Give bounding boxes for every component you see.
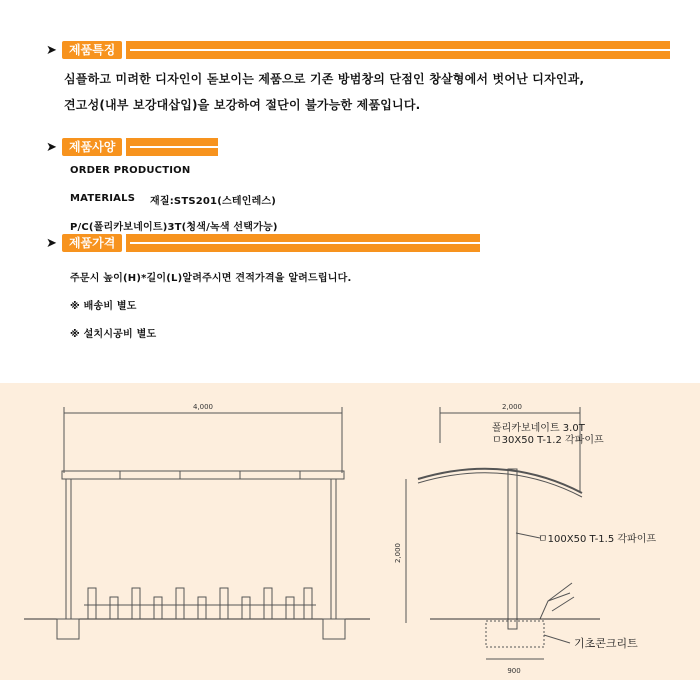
arrow-icon: ➤ — [46, 43, 57, 58]
drawing-svg — [0, 383, 700, 680]
specs-order: ORDER PRODUCTION — [70, 165, 191, 176]
label-post-pipe: ㅁ100X50 T-1.5 각파이프 — [538, 534, 657, 545]
specs-materials-value: 재질:STS201(스테인레스) — [150, 196, 277, 207]
specs-rule — [126, 138, 218, 156]
front-view — [24, 407, 370, 639]
front-width-label: 4,000 — [192, 403, 214, 411]
features-title: 제품특징 — [62, 41, 122, 59]
features-header — [0, 41, 700, 61]
price-rule — [126, 234, 480, 252]
price-line-2: ※ 배송비 별도 — [70, 301, 137, 312]
features-rule — [126, 41, 670, 59]
features-line-2: 견고성(내부 보강대삽입)을 보강하여 절단이 불가능한 제품입니다. — [64, 98, 421, 112]
specs-pc: P/C(폴리카보네이트)3T(청색/녹색 선택가능) — [70, 222, 278, 233]
arrow-icon: ➤ — [46, 236, 57, 251]
arrow-icon: ➤ — [46, 140, 57, 155]
specs-title: 제품사양 — [62, 138, 122, 156]
specs-header — [0, 138, 700, 158]
specs-materials-label: MATERIALS — [70, 193, 136, 204]
label-foundation: 기초콘크리트 — [574, 637, 638, 650]
label-pc: 폴리카보네이트 3.0T — [492, 423, 585, 434]
base-width-label: 900 — [507, 667, 521, 675]
price-line-3: ※ 설치시공비 별도 — [70, 329, 157, 340]
height-label: 2,000 — [394, 542, 402, 564]
price-line-1: 주문시 높이(H)*길이(L)알려주시면 견적가격을 알려드립니다. — [70, 273, 352, 284]
features-line-1: 심플하고 미려한 디자인이 돋보이는 제품으로 기존 방범창의 단점인 창살형에서 벗어난 디자인과, — [64, 72, 585, 86]
price-header — [0, 234, 700, 254]
label-roof-pipe: ㅁ30X50 T-1.2 각파이프 — [492, 435, 604, 446]
technical-drawing — [0, 383, 700, 680]
side-width-label: 2,000 — [501, 403, 523, 411]
price-title: 제품가격 — [62, 234, 122, 252]
